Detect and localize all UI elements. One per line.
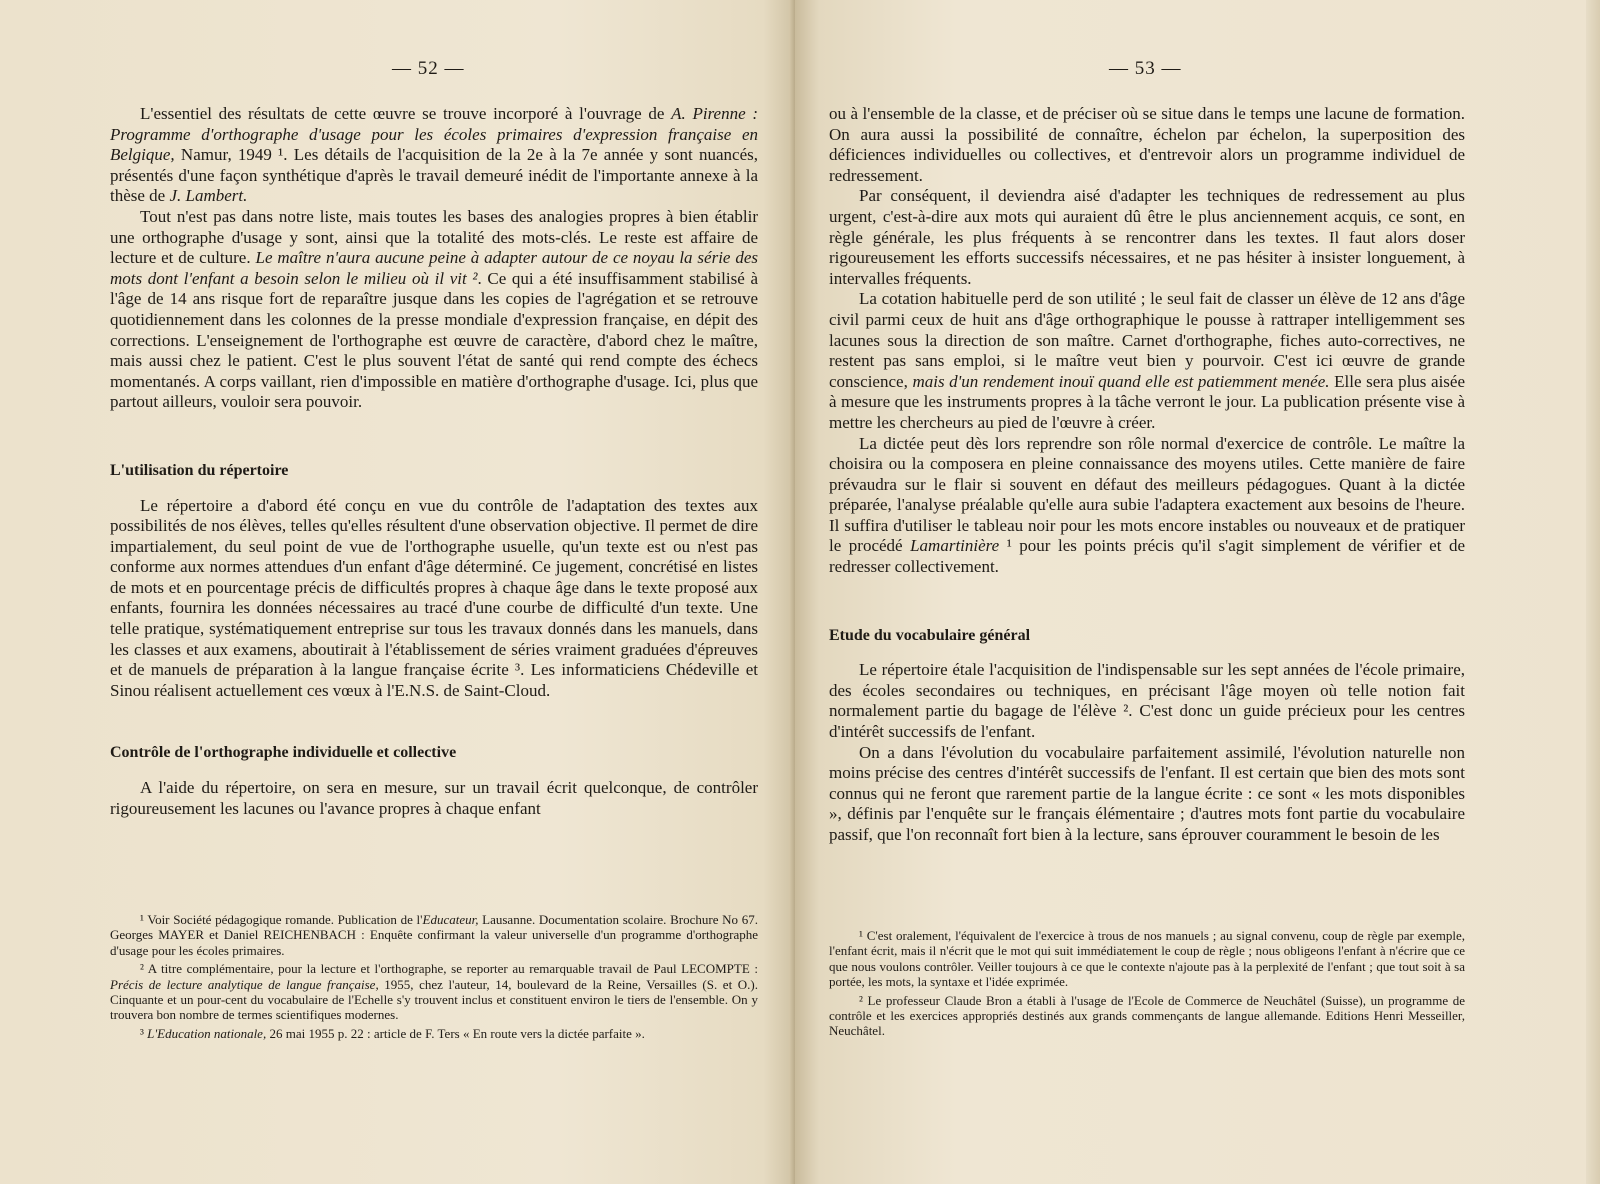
paragraph: On a dans l'évolution du vocabulaire parfaitement assimilé, l'évolution naturelle non moins précise des centres d'intérêt successifs de l'enfant. Il est certain que bien des mots sont connus qui ne feront que rarement partie de la langue écrite : ce sont « les mots disponibles », définis par l'enquête sur le français élémentaire ; d'autres mots font partie du vocabulaire passif, que l'on reconnaît fort bien à la lecture, sans éprouver couramment le besoin de les <box>829 742 1465 844</box>
footnote: ² Le professeur Claude Bron a établi à l'usage de l'Ecole de Commerce de Neuchâtel (Suisse), un programme de contrôle et les exercices appropriés destinés aux grands commençants de langue allemande. Editions Henri Messeiller, Neuchâtel. <box>829 992 1465 1039</box>
right-footnotes <box>829 928 1465 1042</box>
paragraph: La cotation habituelle perd de son utilité ; le seul fait de classer un élève de 12 ans d'âge civil parmi ceux de huit ans d'âge orthographique le pousse à rattraper intelligemment ses lacunes sous la direction de son maître. Carnet d'orthographe, fiches auto-correctives, ne restent pas sans emploi, si le maître veut bien y pourvoir. C'est ici œuvre de grande conscience, mais d'un rendement inouï quand elle est patiemment menée. Elle sera plus aisée à mesure que les instruments propres à la tâche verront le jour. La publication présente vise à mettre les chercheurs au pied de l'œuvre à créer. <box>829 289 1466 432</box>
right-page <box>795 0 1600 1184</box>
paragraph: La dictée peut dès lors reprendre son rôle normal d'exercice de contrôle. Le maître la choisira ou la composera en pleine connaissance des moyens utiles. Cette manière de faire prévaudra sur le flair si souvent en défaut des meilleurs pédagogues. Quant à la dictée préparée, l'analyse préalable qu'elle aura subie l'adaptera exactement aux besoins de l'heure. Il suffira d'utiliser le tableau noir pour les mots encore instables ou nouveaux et de pratiquer le procédé Lamartinière ¹ pour les points précis qu'il s'agit simplement de vérifier et de redresser collectivement. <box>829 433 1465 577</box>
section-heading: Contrôle de l'orthographe individuelle et collective <box>110 744 457 762</box>
footnote: ¹ Voir Société pédagogique romande. Publication de l'Educateur, Lausanne. Documentation scolaire. Brochure No 67. Georges MAYER et Daniel REICHENBACH : Enquête confirmant la valeur universelle d'un programme d'orthographe d'usage pour les écoles primaires. <box>110 912 758 958</box>
paragraph: Tout n'est pas dans notre liste, mais toutes les bases des analogies propres à bien établir une orthographe d'usage y sont, ainsi que la totalité des mots-clés. Le reste est affaire de lecture et de culture. Le maître n'aura aucune peine à adapter autour de ce noyau la série des mots dont l'enfant a besoin selon le milieu où il vit ². Ce qui a été insuffisamment stabilisé à l'âge de 14 ans risque fort de reparaître jusque dans les copies de l'agrégation et se retrouve quotidiennement dans les colonnes de la presse mondiale d'expression française, en dépit des corrections. L'enseignement de l'orthographe est œuvre de caractère, d'abord chez le maître, mais aussi chez le patient. C'est le plus souvent l'état de santé qui rend compte des échecs momentanés. A corps vaillant, rien d'impossible en matière d'orthographe d'usage. Ici, plus que partout ailleurs, vouloir sera pouvoir. <box>110 206 758 412</box>
page-number-left: — 52 — <box>392 58 465 79</box>
footnote: ² A titre complémentaire, pour la lecture et l'orthographe, se reporter au remarquable travail de Paul LECOMPTE : Précis de lecture analytique de langue française, 1955, chez l'auteur, 14, boulevard de la Reine, Versailles (S. et O.). Cinquante et un pour-cent du vocabulaire de l'Echelle s'y trouvent inclus et constituent environ le tiers de l'ensemble. On y trouvera bon nombre de termes scientifiques modernes. <box>110 961 758 1023</box>
page-edge <box>1586 0 1600 1184</box>
paragraph: A l'aide du répertoire, on sera en mesure, sur un travail écrit quelconque, de contrôler rigoureusement les lacunes ou l'avance propres à chaque enfant <box>110 778 758 818</box>
footnote: ³ L'Education nationale, 26 mai 1955 p. 22 : article de F. Ters « En route vers la dictée parfaite ». <box>140 1025 645 1041</box>
left-page <box>0 0 795 1184</box>
paragraph: ou à l'ensemble de la classe, et de préciser où se situe dans le temps une lacune de formation. On aura aussi la possibilité de connaître, échelon par échelon, la superposition des déficiences individuelles ou collectives, et d'entrevoir alors un programme individuel de redressement. <box>829 104 1465 185</box>
left-footnotes <box>110 912 758 1044</box>
paragraph: Le répertoire étale l'acquisition de l'indispensable sur les sept années de l'école primaire, des écoles secondaires ou techniques, en précisant l'âge moyen où telle notion fait normalement partie du bagage de l'élève ². C'est donc un guide précieux pour les centres d'intérêt successifs de l'enfant. <box>829 660 1465 742</box>
right-body-text <box>829 104 1465 846</box>
section-heading: Etude du vocabulaire général <box>829 626 1031 644</box>
footnote: ¹ C'est oralement, l'équivalent de l'exercice à trous de nos manuels ; au signal convenu, coup de règle par exemple, l'enfant écrit, mais il n'écrit que le mot qui suit immédiatement le coup de règle ; nous obligeons l'enfant à n'écrire que ce que nous voulons contrôler. Veiller toujours à ce que le contexte n'ajoute pas à la perplexité de l'enfant ; que tout soit à sa portée, les mots, la syntaxe et l'idée exprimée. <box>829 928 1465 990</box>
paragraph: L'essentiel des résultats de cette œuvre se trouve incorporé à l'ouvrage de A. Pirenne : Programme d'orthographe d'usage pour les écoles primaires d'expression française en Belgique, Namur, 1949 ¹. Les détails de l'acquisition de la 2e à la 7e année y sont nuancés, présentés d'une façon synthétique d'après le travail demeuré inédit de l'importante annexe à la thèse de J. Lambert. <box>110 104 758 206</box>
paragraph: Par conséquent, il deviendra aisé d'adapter les techniques de redressement au plus urgent, c'est-à-dire aux mots qui auraient dû être le plus anciennement acquis, ce sont, en règle générale, les plus fréquents à se rencontrer dans les textes. Il faut alors doser rigoureusement les efforts successifs nécessaires, et ne pas hésiter à insister longuement, à intervalles fréquents. <box>829 186 1465 288</box>
left-body-text <box>110 104 758 819</box>
paragraph: Le répertoire a d'abord été conçu en vue du contrôle de l'adaptation des textes aux possibilités de nos élèves, telles qu'elles résultent d'une observation objective. Il permet de dire impartialement, du seul point de vue de l'orthographe usuelle, qu'un texte est ou n'est pas conforme aux normes attendues d'un enfant d'âge déterminé. Ce jugement, concrétisé en listes de mots et en pourcentage précis de difficultés propres à chaque âge dans le texte proposé aux enfants, fournira les données nécessaires au tracé d'une courbe de difficulté d'un texte. Une telle pratique, systématiquement entreprise sur tous les travaux donnés dans les manuels, dans les classes et aux examens, aboutirait à l'établissement de séries vraiment graduées d'épreuves et de manuels de préparation à la langue française écrite ³. Les informaticiens Chédeville et Sinou réalisent actuellement ces vœux à l'E.N.S. de Saint-Cloud. <box>110 495 758 700</box>
page-number-right: — 53 — <box>1109 58 1182 79</box>
section-heading: L'utilisation du répertoire <box>110 461 289 479</box>
